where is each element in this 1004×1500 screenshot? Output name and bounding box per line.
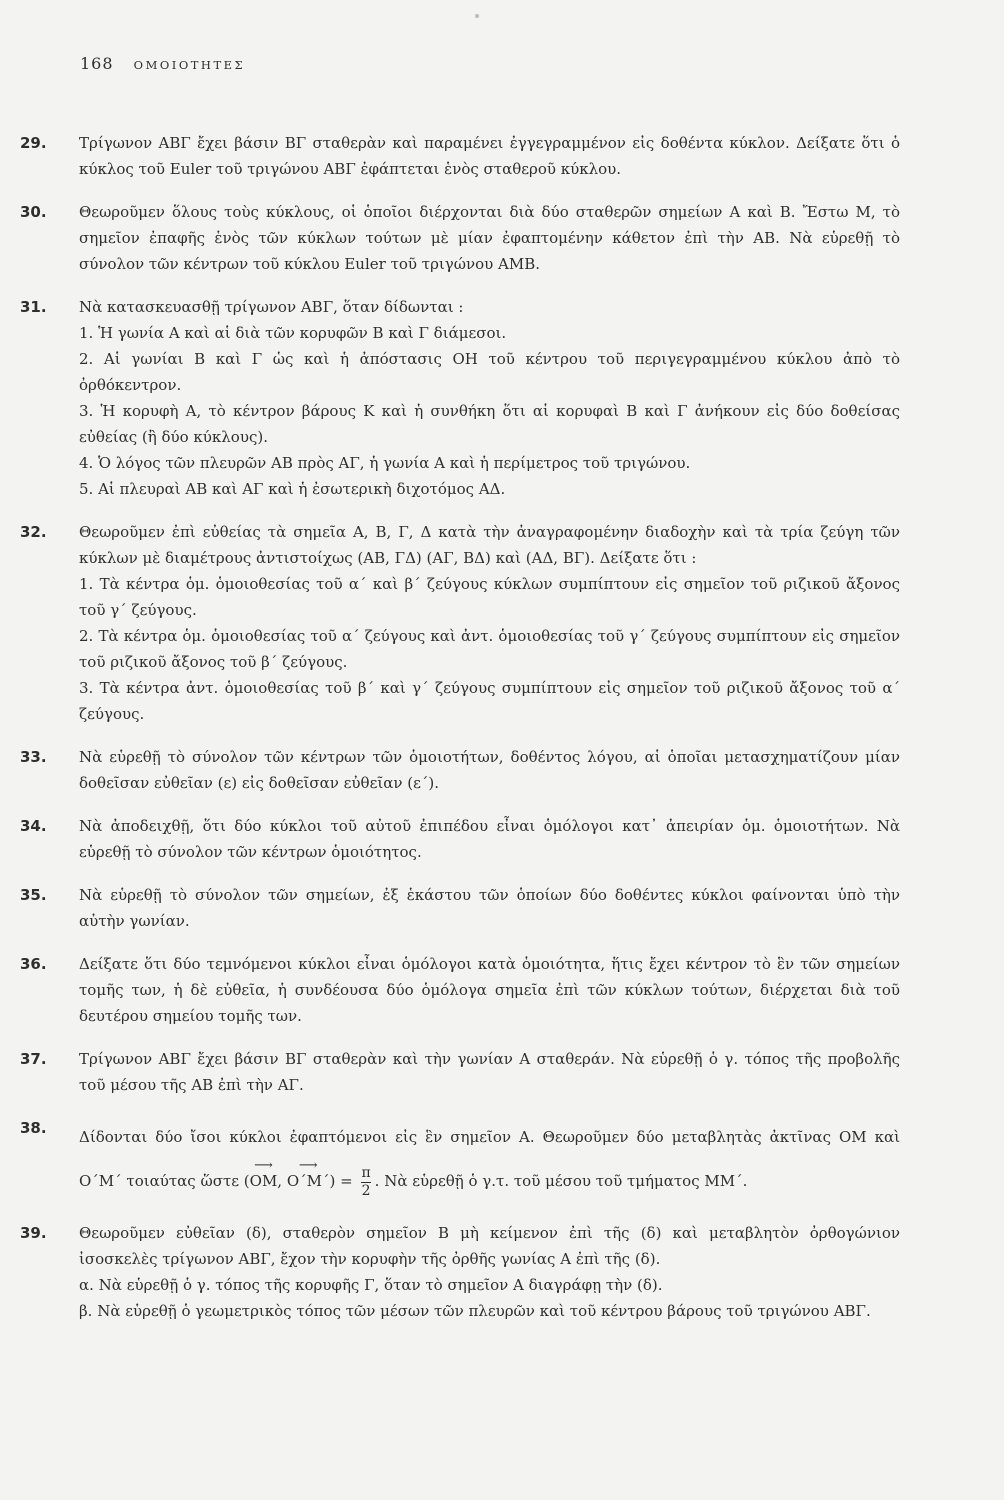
fraction-numerator: π — [361, 1164, 371, 1181]
exercise-text: Τρίγωνον ΑΒΓ ἔχει βάσιν ΒΓ σταθερὰν καὶ παραμένει ἐγγεγραμμένον εἰς δοθέντα κύκλον. Δείξατε ὅτι ὁ κύκλος τοῦ Euler τοῦ τριγώνου ΑΒΓ ἐφάπτεται ἑνὸς σταθεροῦ κύκλου. — [79, 134, 900, 178]
sub-item: 3. Ἡ κορυφὴ Α, τὸ κέντρον βάρους Κ καὶ ἡ συνθήκη ὅτι αἱ κορυφαὶ Β καὶ Γ ἀνήκουν εἰς δύο δοθείσας εὐθείας (ἢ δύο κύκλους). — [79, 402, 900, 446]
sub-item: β. Νὰ εὑρεθῇ ὁ γεωμετρικὸς τόπος τῶν μέσων τῶν πλευρῶν καὶ τοῦ κέντρου βάρους τοῦ τριγώνου ΑΒΓ. — [79, 1302, 871, 1320]
sub-item: 2. Τὰ κέντρα ὁμ. ὁμοιοθεσίας τοῦ α΄ ζεύγους καὶ ἀντ. ὁμοιοθεσίας τοῦ γ΄ ζεύγους συμπίπτουν εἰς σημεῖον τοῦ ριζικοῦ ἄξονος τοῦ β΄ ζεύγους. — [79, 627, 900, 671]
exercise-number: 37. — [20, 1050, 47, 1068]
exercise-text: Νὰ ἀποδειχθῇ, ὅτι δύο κύκλοι τοῦ αὐτοῦ ἐπιπέδου εἶναι ὁμόλογοι κατ᾽ ἀπειρίαν ὁμ. ὁμοιοτήτων. Νὰ εὑρεθῇ τὸ σύνολον τῶν κέντρων ὁμοιότητος. — [79, 817, 900, 861]
exercise-39 — [20, 1220, 900, 1324]
exercise-number: 30. — [20, 203, 47, 221]
exercise-number: 38. — [20, 1119, 47, 1137]
running-header — [80, 54, 245, 73]
exercise-number: 35. — [20, 886, 47, 904]
text-part: . Νὰ εὑρεθῇ ὁ γ.τ. τοῦ μέσου τοῦ τμήματος ΜΜ΄. — [374, 1172, 748, 1190]
sub-item: 4. Ὁ λόγος τῶν πλευρῶν ΑΒ πρὸς ΑΓ, ἡ γωνία Α καὶ ἡ περίμετρος τοῦ τριγώνου. — [79, 454, 691, 472]
exercise-text — [79, 1115, 900, 1203]
exercise-31 — [20, 294, 900, 502]
exercise-text: Νὰ εὑρεθῇ τὸ σύνολον τῶν κέντρων τῶν ὁμοιοτήτων, δοθέντος λόγου, αἱ ὁποῖαι μετασχηματίζουν μίαν δοθεῖσαν εὐθεῖαν (ε) εἰς δοθεῖσαν εὐθεῖαν (ε΄). — [79, 748, 900, 792]
text-part: , — [277, 1172, 287, 1190]
exercise-number: 34. — [20, 817, 47, 835]
exercise-text: Δείξατε ὅτι δύο τεμνόμενοι κύκλοι εἶναι ὁμόλογοι κατὰ ὁμοιότητα, ἥτις ἔχει κέντρον τὸ ἓν τῶν σημείων τομῆς των, ἡ δὲ εὐθεῖα, ἡ συνδέουσα δύο ὁμόλογα σημεῖα ἐπὶ τῶν κύκλων τούτων, διέρχεται διὰ τοῦ δευτέρου σημείου τομῆς των. — [79, 955, 900, 1025]
exercise-text: Νὰ κατασκευασθῇ τρίγωνον ΑΒΓ, ὅταν δίδωνται : — [79, 298, 464, 316]
exercise-text: Τρίγωνον ΑΒΓ ἔχει βάσιν ΒΓ σταθερὰν καὶ τὴν γωνίαν Α σταθεράν. Νὰ εὑρεθῇ ὁ γ. τόπος τῆς προβολῆς τοῦ μέσου τῆς ΑΒ ἐπὶ τὴν ΑΓ. — [79, 1050, 900, 1094]
exercise-text: Θεωροῦμεν ἐπὶ εὐθείας τὰ σημεῖα Α, Β, Γ, Δ κατὰ τὴν ἀναγραφομένην διαδοχὴν καὶ τὰ τρία ζεύγη τῶν κύκλων μὲ διαμέτρους ἀντιστοίχως (ΑΒ, ΓΔ) (ΑΓ, ΒΔ) καὶ (ΑΔ, ΒΓ). Δείξατε ὅτι : — [79, 523, 900, 567]
sub-item: 1. Τὰ κέντρα ὁμ. ὁμοιοθεσίας τοῦ α΄ καὶ β΄ ζεύγους κύκλων συμπίπτουν εἰς σημεῖον τοῦ ριζικοῦ ἄξονος τοῦ γ΄ ζεύγους. — [79, 575, 900, 619]
sub-item: α. Νὰ εὑρεθῇ ὁ γ. τόπος τῆς κορυφῆς Γ, ὅταν τὸ σημεῖον Α διαγράφῃ τὴν (δ). — [79, 1276, 663, 1294]
sub-item: 5. Αἱ πλευραὶ ΑΒ καὶ ΑΓ καὶ ἡ ἐσωτερικὴ διχοτόμος ΑΔ. — [79, 480, 506, 498]
exercise-number: 31. — [20, 298, 47, 316]
vector-om: ⟶ ΟΜ — [250, 1159, 278, 1203]
exercise-number: 33. — [20, 748, 47, 766]
fraction-denominator: 2 — [361, 1182, 371, 1199]
exercise-number: 32. — [20, 523, 47, 541]
exercise-33 — [20, 744, 900, 796]
running-title: ΟΜΟΙΟΤΗΤΕΣ — [133, 58, 246, 72]
exercise-38 — [20, 1115, 900, 1203]
text-part: ) = — [329, 1172, 358, 1190]
sub-item: 2. Αἱ γωνίαι Β καὶ Γ ὡς καὶ ἡ ἀπόστασις ΟΗ τοῦ κέντρου τοῦ περιγεγραμμένου κύκλου ἀπὸ τὸ ὀρθόκεντρον. — [79, 350, 900, 394]
exercise-30 — [20, 199, 900, 277]
exercise-37 — [20, 1046, 900, 1098]
exercise-35 — [20, 882, 900, 934]
page-number: 168 — [80, 54, 114, 73]
exercise-number: 39. — [20, 1224, 47, 1242]
exercise-list — [20, 130, 900, 1341]
sub-item: 1. Ἡ γωνία Α καὶ αἱ διὰ τῶν κορυφῶν Β καὶ Γ διάμεσοι. — [79, 324, 507, 342]
exercise-text: Θεωροῦμεν εὐθεῖαν (δ), σταθερὸν σημεῖον Β μὴ κείμενον ἐπὶ τῆς (δ) καὶ μεταβλητὸν ὀρθογώνιον ἰσοσκελὲς τρίγωνον ΑΒΓ, ἔχον τὴν κορυφὴν τῆς ὀρθῆς γωνίας Α ἐπὶ τῆς (δ). — [79, 1224, 900, 1268]
scan-speck — [475, 14, 479, 18]
text-part: Δίδονται δύο ἴσοι κύκλοι ἐφαπτόμενοι εἰς ἓν σημεῖον Α. Θεωροῦμεν δύο μεταβλητὰς ἀκτῖνας ΟΜ καὶ Ο΄Μ΄ τοιαύτας ὥστε ( — [79, 1128, 900, 1190]
exercise-29 — [20, 130, 900, 182]
fraction-pi-over-2 — [361, 1165, 370, 1200]
exercise-34 — [20, 813, 900, 865]
vector-o-prime-m-prime: ⟶ Ο΄Μ΄ — [287, 1159, 330, 1203]
exercise-number: 36. — [20, 955, 47, 973]
exercise-text: Νὰ εὑρεθῇ τὸ σύνολον τῶν σημείων, ἐξ ἑκάστου τῶν ὁποίων δύο δοθέντες κύκλοι φαίνονται ὑπὸ τὴν αὐτὴν γωνίαν. — [79, 886, 900, 930]
exercise-number: 29. — [20, 134, 47, 152]
exercise-36 — [20, 951, 900, 1029]
sub-item: 3. Τὰ κέντρα ἀντ. ὁμοιοθεσίας τοῦ β΄ καὶ γ΄ ζεύγους συμπίπτουν εἰς σημεῖον τοῦ ριζικοῦ ἄξονος τοῦ α΄ ζεύγους. — [79, 679, 900, 723]
exercise-32 — [20, 519, 900, 727]
exercise-text: Θεωροῦμεν ὅλους τοὺς κύκλους, οἱ ὁποῖοι διέρχονται διὰ δύο σταθερῶν σημείων Α καὶ Β. Ἔστω Μ, τὸ σημεῖον ἐπαφῆς ἑνὸς τῶν κύκλων τούτων μὲ μίαν ἐφαπτομένην κάθετον ἐπὶ τὴν ΑΒ. Νὰ εὑρεθῇ τὸ σύνολον τῶν κέντρων τοῦ κύκλου Euler τοῦ τριγώνου ΑΜΒ. — [79, 203, 900, 273]
